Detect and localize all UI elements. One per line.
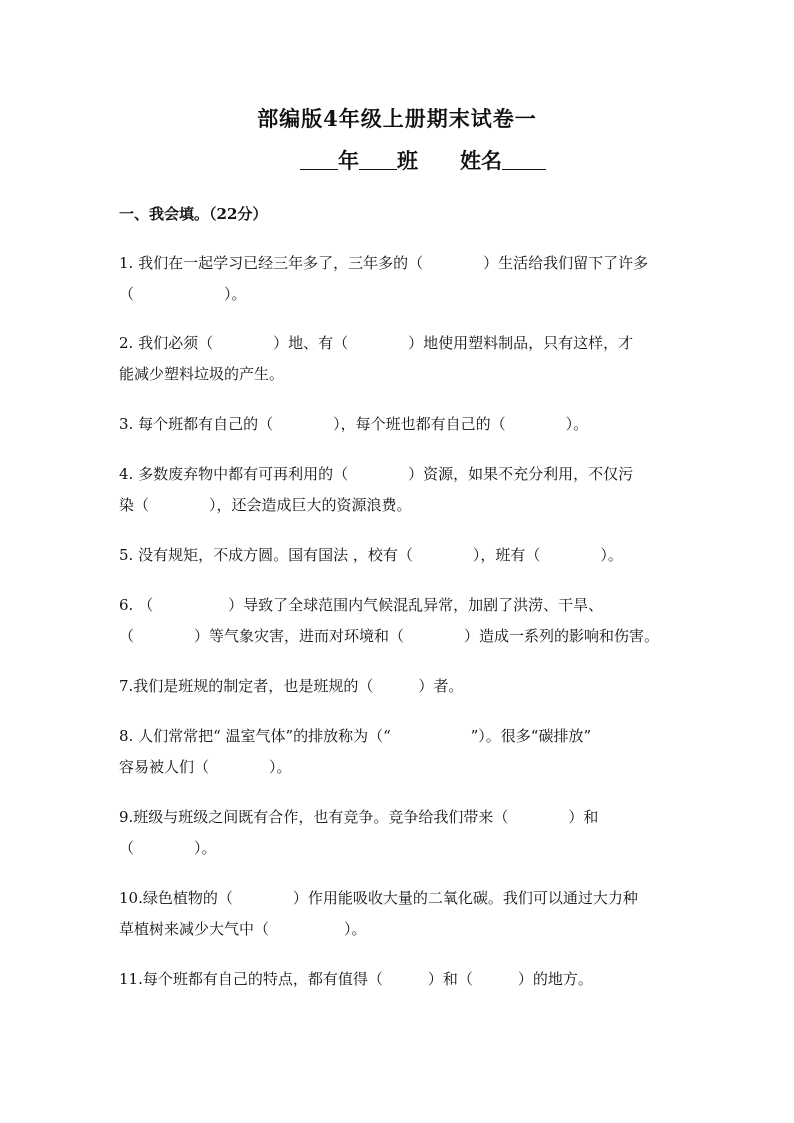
question-line: 3. 每个班都有自己的（ ），每个班也都有自己的（ ）。: [119, 415, 589, 433]
question-line: （ ）等气象灾害，进而对环境和（ ）造成一系列的影响和伤害。: [119, 627, 660, 645]
question-line: （ ）。: [119, 839, 217, 857]
question-line: 10.绿色植物的（ ）作用能吸收大量的二氧化碳。我们可以通过大力种: [119, 889, 638, 907]
question-11: [119, 964, 679, 995]
question-3: [119, 409, 679, 440]
question-4: [119, 459, 679, 521]
question-7: [119, 671, 679, 702]
question-9: [119, 802, 679, 864]
question-5: [119, 540, 679, 571]
question-2: [119, 328, 679, 390]
question-line: 11.每个班都有自己的特点，都有值得（ ）和（ ）的地方。: [119, 970, 593, 988]
question-1: [119, 248, 679, 310]
question-line: 能减少塑料垃圾的产生。: [119, 365, 285, 383]
question-line: 5. 没有规矩，不成方圆。国有国法 ，校有（ ），班有（ ）。: [119, 546, 623, 564]
question-line: 染（ ），还会造成巨大的资源浪费。: [119, 496, 412, 514]
exam-title: 部编版4年级上册期末试卷一: [257, 106, 537, 131]
grade-label: 年: [338, 148, 359, 173]
grade-blank[interactable]: [300, 151, 338, 170]
name-label: 姓名: [460, 148, 502, 173]
question-line: 2. 我们必须（ ）地、有（ ）地使用塑料制品，只有这样，才: [119, 334, 634, 352]
question-line: 草植树来减少大气中（ ）。: [119, 920, 367, 938]
question-line: 7.我们是班规的制定者，也是班规的（ ）者。: [119, 677, 464, 695]
question-line: 4. 多数废弃物中都有可再利用的（ ）资源，如果不充分利用，不仅污: [119, 465, 634, 483]
question-line: 9.班级与班级之间既有合作，也有竞争。竞争给我们带来（ ）和: [119, 808, 599, 826]
question-line: 6. （ ）导致了全球范围内气候混乱异常，加剧了洪涝、干旱、: [119, 596, 604, 614]
section-heading: 一、我会填。（22分）: [119, 205, 268, 223]
question-10: [119, 883, 679, 945]
question-8: [119, 721, 679, 783]
question-line: 容易被人们（ ）。: [119, 758, 292, 776]
question-line: 8. 人们常常把“ 温室气体”的排放称为（“ ”）。很多“碳排放”: [119, 727, 592, 745]
question-line: （ ）。: [119, 285, 247, 303]
name-blank[interactable]: [502, 151, 546, 170]
question-line: 1. 我们在一起学习已经三年多了，三年多的（ ）生活给我们留下了许多: [119, 254, 649, 272]
class-label: 班: [397, 148, 418, 173]
student-info-line: [300, 145, 660, 175]
class-blank[interactable]: [359, 151, 397, 170]
question-6: [119, 590, 679, 652]
